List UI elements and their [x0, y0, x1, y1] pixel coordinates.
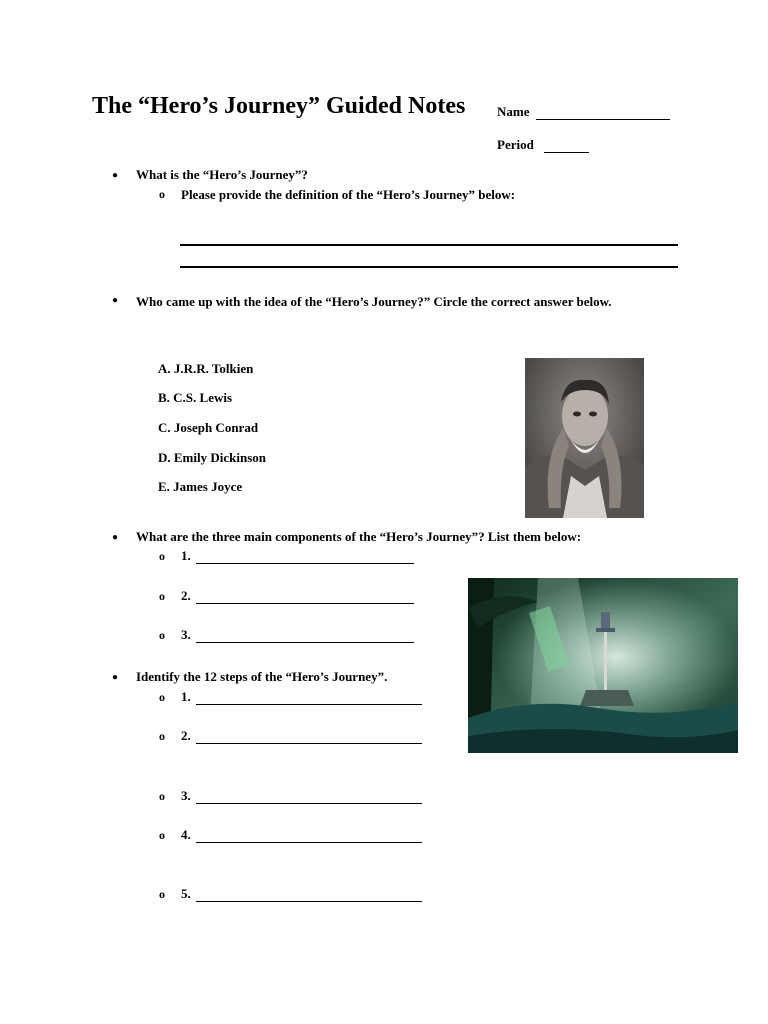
- sword-in-forest-illustration: [468, 578, 738, 753]
- step-1-number: 1.: [181, 689, 191, 704]
- component-1-number: 1.: [181, 548, 191, 563]
- step-5-number: 5.: [181, 886, 191, 901]
- sub-bullet: o: [159, 887, 165, 901]
- question-1: What is the “Hero’s Journey”?: [136, 167, 308, 182]
- portrait-photo: [525, 358, 644, 518]
- component-2-line[interactable]: [196, 588, 414, 604]
- question-3: What are the three main components of the “Hero’s Journey”? List them below:: [136, 529, 582, 544]
- sub-bullet: o: [159, 729, 165, 743]
- component-1-line[interactable]: [196, 548, 414, 564]
- name-label: Name: [497, 104, 530, 119]
- component-2-number: 2.: [181, 588, 191, 603]
- step-2-line[interactable]: [196, 728, 422, 744]
- bullet: ●: [112, 295, 119, 306]
- definition-line-2[interactable]: [180, 254, 678, 268]
- period-field[interactable]: [544, 138, 589, 153]
- step-2-number: 2.: [181, 728, 191, 743]
- choice-e[interactable]: E. James Joyce: [158, 479, 243, 494]
- step-4-line[interactable]: [196, 827, 422, 843]
- step-1-line[interactable]: [196, 689, 422, 705]
- step-5-line[interactable]: [196, 886, 422, 902]
- choice-c[interactable]: C. Joseph Conrad: [158, 420, 259, 435]
- component-3-line[interactable]: [196, 627, 414, 643]
- bullet: ●: [112, 170, 119, 181]
- bullet: ●: [112, 532, 119, 543]
- step-3-line[interactable]: [196, 788, 422, 804]
- sub-bullet: o: [159, 187, 165, 201]
- step-3-number: 3.: [181, 788, 191, 803]
- component-3-number: 3.: [181, 627, 191, 642]
- choice-a[interactable]: A. J.R.R. Tolkien: [158, 361, 254, 376]
- sub-bullet: o: [159, 690, 165, 704]
- bullet: ●: [112, 672, 119, 683]
- sub-bullet: o: [159, 549, 165, 563]
- sub-bullet: o: [159, 589, 165, 603]
- question-1-sub: Please provide the definition of the “Hero’s Journey” below:: [181, 187, 516, 202]
- step-4-number: 4.: [181, 827, 191, 842]
- page-title: The “Hero’s Journey” Guided Notes: [92, 93, 466, 119]
- choice-d[interactable]: D. Emily Dickinson: [158, 450, 266, 465]
- choice-b[interactable]: B. C.S. Lewis: [158, 390, 233, 405]
- sub-bullet: o: [159, 628, 165, 642]
- period-label: Period: [497, 137, 534, 152]
- definition-line-1[interactable]: [180, 232, 678, 246]
- name-field[interactable]: [536, 104, 670, 120]
- question-4: Identify the 12 steps of the “Hero’s Journey”.: [136, 669, 388, 684]
- sub-bullet: o: [159, 828, 165, 842]
- sub-bullet: o: [159, 789, 165, 803]
- question-2: Who came up with the idea of the “Hero’s Journey?” Circle the correct answer below.: [136, 294, 612, 309]
